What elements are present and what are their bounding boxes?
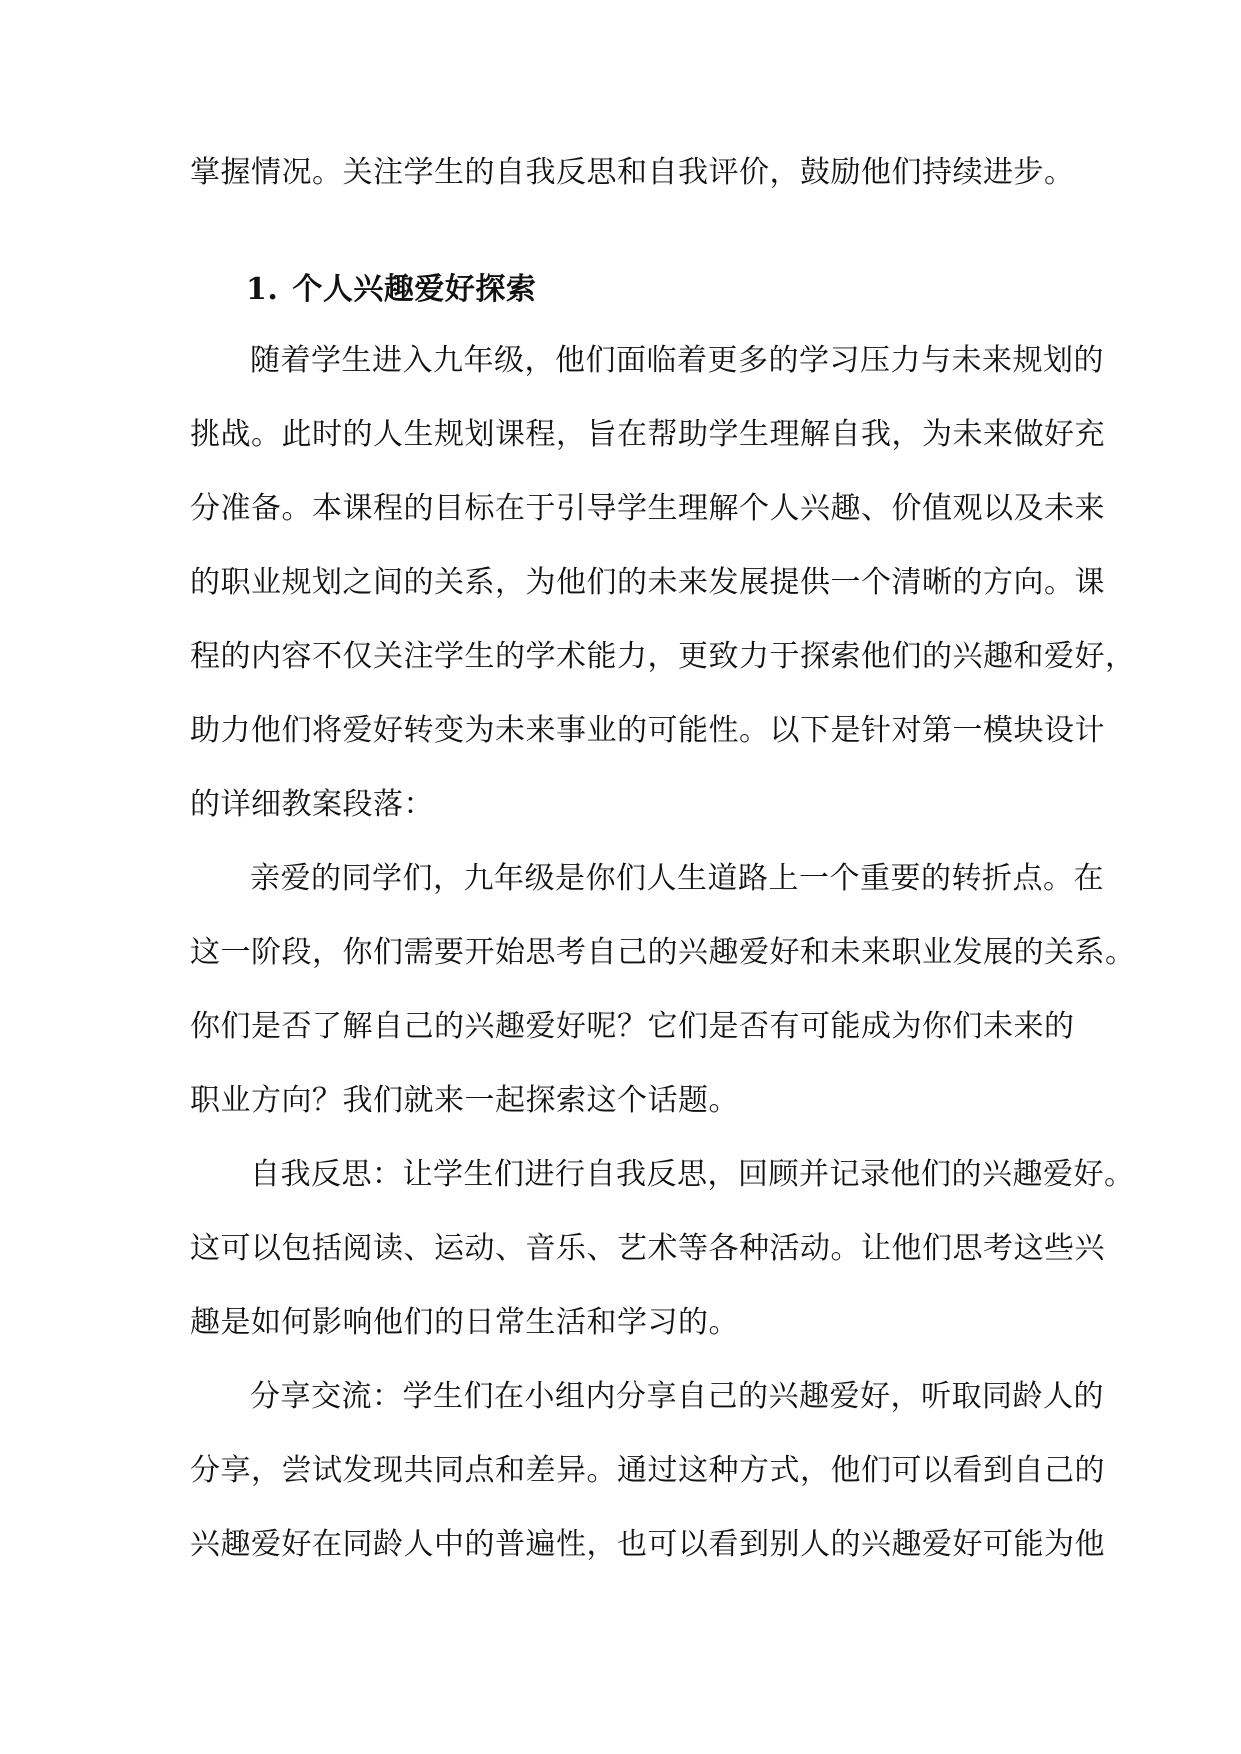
paragraph-line: 兴趣爱好在同龄人中的普遍性，也可以看到别人的兴趣爱好可能为他	[190, 1527, 1105, 1562]
section-heading	[190, 260, 1065, 320]
paragraph-3	[190, 1138, 1135, 1360]
paragraph-line: 职业方向？我们就来一起探索这个话题。	[190, 1083, 739, 1118]
paragraph-line: 的职业规划之间的关系，为他们的未来发展提供一个清晰的方向。课	[190, 565, 1105, 600]
paragraph-2	[190, 842, 1136, 1138]
paragraph-line: 分享，尝试发现共同点和差异。通过这种方式，他们可以看到自己的	[190, 1453, 1105, 1488]
paragraph-line: 这一阶段，你们需要开始思考自己的兴趣爱好和未来职业发展的关系。	[190, 935, 1136, 970]
paragraph-1	[190, 324, 1136, 842]
paragraph-line: 分准备。本课程的目标在于引导学生理解个人兴趣、价值观以及未来	[190, 491, 1105, 526]
paragraph-line: 自我反思：让学生们进行自我反思，回顾并记录他们的兴趣爱好。	[250, 1157, 1135, 1192]
paragraph-line: 分享交流：学生们在小组内分享自己的兴趣爱好，听取同龄人的	[250, 1379, 1104, 1414]
paragraph-line: 助力他们将爱好转变为未来事业的可能性。以下是针对第一模块设计	[190, 713, 1105, 748]
paragraph-4	[190, 1360, 1105, 1582]
paragraph-line: 的详细教案段落：	[190, 787, 434, 822]
paragraph-line: 这可以包括阅读、运动、音乐、艺术等各种活动。让他们思考这些兴	[190, 1231, 1105, 1266]
paragraph-line: 随着学生进入九年级，他们面临着更多的学习压力与未来规划的	[250, 343, 1104, 378]
intro-line: 掌握情况。关注学生的自我反思和自我评价，鼓励他们持续进步。	[190, 155, 1075, 190]
section-heading-title: 个人兴趣爱好探索	[292, 272, 537, 307]
document-body	[190, 136, 1136, 1582]
paragraph-line: 程的内容不仅关注学生的学术能力，更致力于探索他们的兴趣和爱好，	[190, 639, 1136, 674]
paragraph-line: 亲爱的同学们，九年级是你们人生道路上一个重要的转折点。在	[250, 861, 1104, 896]
section-heading-number: 1.	[246, 272, 279, 307]
paragraph-line: 你们是否了解自己的兴趣爱好呢？它们是否有可能成为你们未来的	[190, 1009, 1075, 1044]
paragraph-line: 趣是如何影响他们的日常生活和学习的。	[190, 1305, 739, 1340]
paragraph-line: 挑战。此时的人生规划课程，旨在帮助学生理解自我，为未来做好充	[190, 417, 1105, 452]
